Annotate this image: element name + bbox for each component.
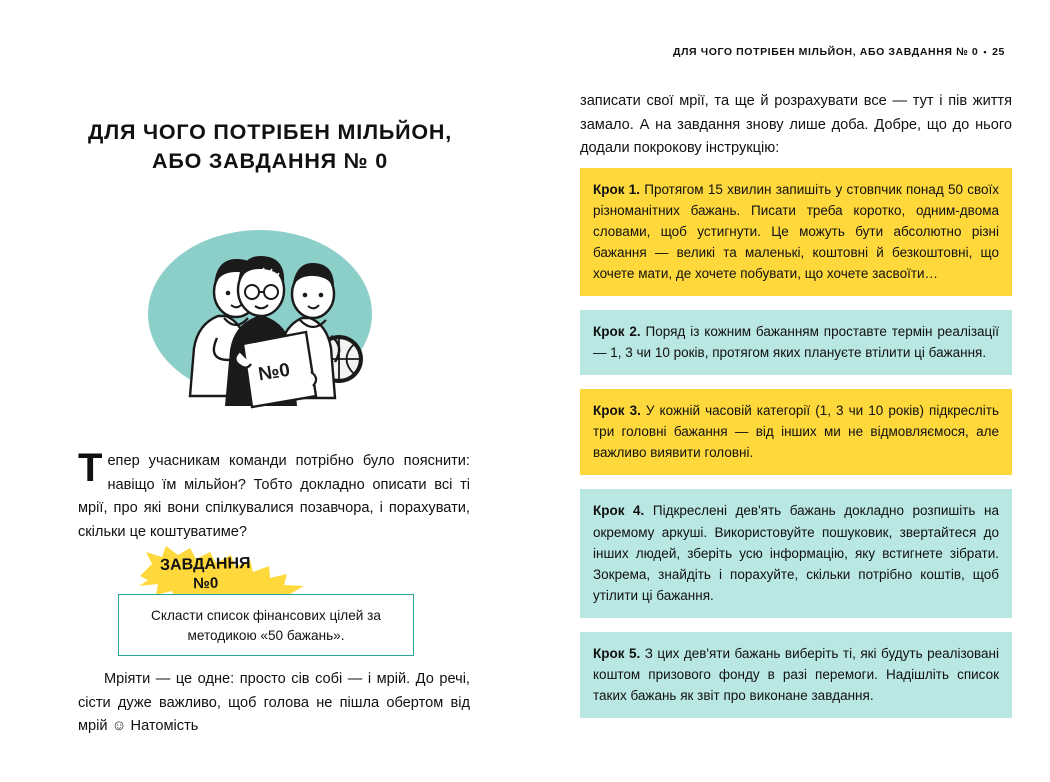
task-card-text: Скласти список фінансових цілей за методикою «50 бажань». (118, 594, 414, 656)
step-label: Крок 1. (593, 182, 640, 197)
chapter-illustration (95, 196, 425, 411)
running-head (673, 46, 1005, 58)
chapter-title-line-1: ДЛЯ ЧОГО ПОТРІБЕН МІЛЬЙОН, (87, 120, 453, 144)
step-item (580, 168, 1012, 296)
running-head-separator: • (983, 47, 988, 58)
intro-paragraph: записати свої мрії, та ще й розрахувати все — тут і пів життя замало. А на завдання знову лише доба. Добре, що до нього додали покрокову інструкцію: (580, 93, 1012, 157)
task-callout (118, 546, 418, 651)
paragraph-one (78, 446, 470, 545)
paragraph-one-text: епер учасникам команди потрібно було пояснити: навіщо їм мільйон? Тобто докладно описати всі ті мрії, про які вони спілкувалися позавчора, і порахувати, скільки це коштуватиме? (78, 453, 470, 540)
task-badge-line-1: ЗАВДАННЯ (159, 555, 251, 574)
paragraph-two (78, 668, 470, 739)
steps-list (580, 168, 1012, 732)
step-text: У кожній часовій категорії (1, 3 чи 10 років) підкресліть три головні бажання — від інших ми не відмовляємося, але важливо виявити головні. (593, 403, 999, 461)
step-text: З цих дев'яти бажань виберіть ті, які будуть реалізовані коштом призового фонду в разі перемоги. Надішліть список таких бажань як звіт про виконане завдання. (593, 645, 1000, 703)
step-label: Крок 5. (593, 645, 641, 661)
step-item (580, 389, 1012, 475)
step-label: Крок 4. (593, 503, 645, 519)
step-text: Підкреслені дев'ять бажань докладно розпишіть на окремому аркуші. Використовуйте пошуковик, звертайтеся до інших людей, зберіть усю інформацію, яку встигнете зібрати. Зокрема, знайдіть і порахуйте, скільки потрібно коштів, щоб утілити ці бажання. (593, 503, 999, 603)
chapter-title-line-2: АБО ЗАВДАННЯ № 0 (152, 149, 388, 174)
step-label: Крок 3. (593, 403, 641, 419)
dropcap: Т (78, 446, 103, 490)
task-badge-line-2: №0 (192, 574, 219, 593)
step-text: Протягом 15 хвилин запишіть у стовпчик понад 50 своїх різноманітних бажань. Писати треба коротко, одним-двома словами, щоб устигнути. Це можуть бути абсолютно різні бажання — великі та маленькі, коштовні й безкоштовні, що хочете мати, де хочете побувати, що хочете засвоїти… (593, 182, 999, 282)
step-text: Поряд із кожним бажанням проставте термін реалізації — 1, 3 чи 10 років, протягом яких плануєте втілити ці бажання. (593, 324, 999, 361)
running-head-title: ДЛЯ ЧОГО ПОТРІБЕН МІЛЬЙОН, АБО ЗАВДАННЯ № 0 (673, 46, 979, 58)
step-item (580, 632, 1012, 718)
chapter-title (60, 118, 480, 176)
page-number: 25 (992, 46, 1005, 58)
paragraph-two-text: Мріяти — це одне: просто сів собі — і мрій. До речі, сісти дуже важливо, щоб голова не пішла обертом від мрій ☺ Натомість (78, 671, 470, 735)
task-burst-label (118, 554, 294, 594)
step-item (580, 489, 1012, 617)
sheet-label: №0 (256, 359, 292, 386)
step-label: Крок 2. (593, 324, 641, 340)
step-item (580, 310, 1012, 375)
right-page (525, 0, 1050, 782)
